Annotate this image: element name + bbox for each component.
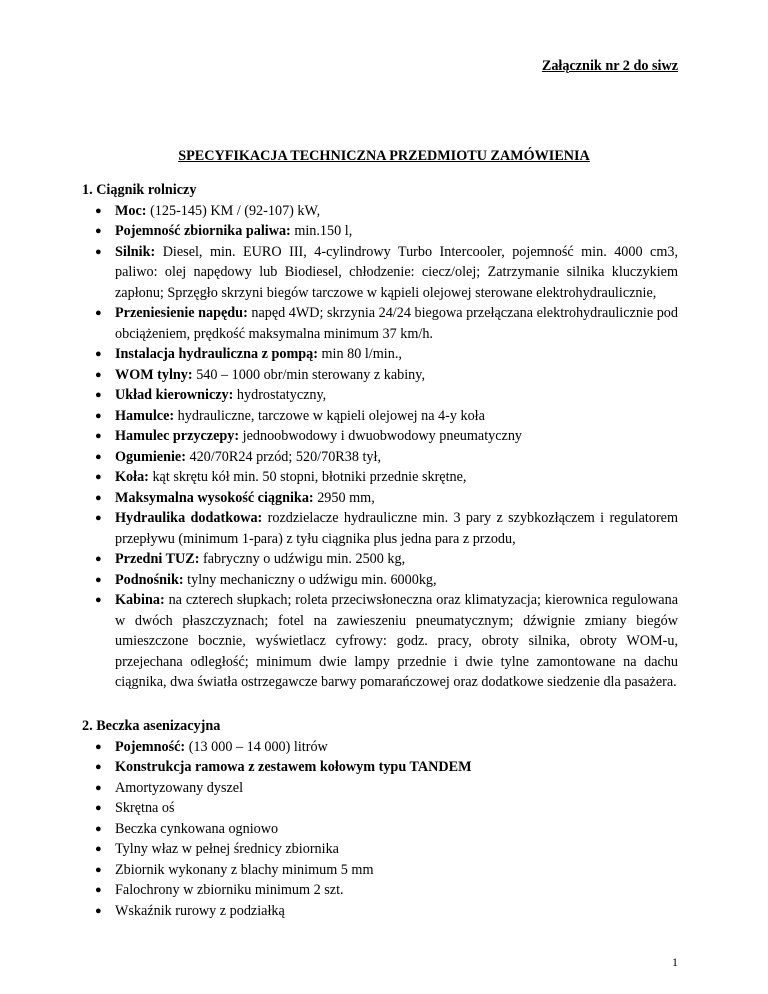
spec-label: Silnik: <box>115 243 156 260</box>
spec-text: Amortyzowany dyszel <box>115 779 244 796</box>
spec-item <box>82 365 678 386</box>
spec-item <box>82 737 678 758</box>
spec-text: 540 – 1000 obr/min sterowany z kabiny, <box>192 366 425 383</box>
spec-text: hydrostatyczny, <box>233 387 327 403</box>
spec-item <box>82 344 678 365</box>
spec-text: Wskaźnik rurowy z podziałką <box>115 902 285 919</box>
spec-text: 2950 mm, <box>313 489 375 506</box>
spec-list <box>82 737 678 922</box>
spec-item <box>82 426 678 447</box>
spec-label: Hamulec przyczepy: <box>115 428 240 444</box>
spec-label: Przedni TUZ: <box>115 551 200 567</box>
spec-text: (13 000 – 14 000) litrów <box>185 738 328 755</box>
spec-item <box>82 447 678 468</box>
spec-item <box>82 406 678 427</box>
bullet-icon: ● <box>95 802 102 814</box>
spec-item <box>82 570 678 591</box>
spec-label: Kabina: <box>115 592 165 608</box>
spec-label: Hydraulika dodatkowa: <box>115 510 263 526</box>
spec-label: Koła: <box>115 469 149 485</box>
bullet-icon: ● <box>95 594 102 606</box>
spec-text: kąt skrętu kół min. 50 stopni, błotniki przednie skrętne, <box>148 469 467 485</box>
spec-text: Beczka cynkowana ogniowo <box>115 820 279 837</box>
section-heading: 1. Ciągnik rolniczy <box>82 182 197 198</box>
spec-item <box>82 798 678 819</box>
spec-item <box>82 488 678 509</box>
spec-item <box>82 880 678 901</box>
bullet-icon: ● <box>95 430 102 442</box>
bullet-icon: ● <box>95 884 102 896</box>
spec-text: 420/70R24 przód; 520/70R38 tył, <box>185 448 382 465</box>
bullet-icon: ● <box>95 307 102 319</box>
bullet-icon: ● <box>95 204 102 217</box>
spec-text: Skrętna oś <box>115 800 175 816</box>
spec-item <box>82 467 678 488</box>
bullet-icon: ● <box>95 450 102 463</box>
spec-item <box>82 508 678 549</box>
bullet-icon: ● <box>95 409 102 422</box>
spec-text: tylny mechaniczny o udźwigu min. 6000kg, <box>183 571 437 588</box>
bullet-icon: ● <box>95 573 102 586</box>
spec-label: Maksymalna wysokość ciągnika: <box>115 489 314 506</box>
spec-item <box>82 201 678 222</box>
spec-text: napęd 4WD; skrzynia 24/24 biegowa przełączana elektrohydraulicznie pod obciążeniem, prędkość maksymalna minimum 37 km/h. <box>115 305 678 342</box>
spec-text: na czterech słupkach; roleta przeciwsłoneczna oraz klimatyzacja; kierownica regulowana w dwóch płaszczyznach; fotel na zawieszeniu pneumatycznym; dźwignie zmiany biegów umieszczone bocznie, wyświetlacz cyfrowy: godz. pracy, obroty silnika, obroty WOM-u, przejechana odległość; minimum dwie lampy przednie i dwie tylne zamontowane na dachu ciągnika, dwa światła ostrzegawcze barwy pomarańczowej oraz dodatkowe siedzenie dla pasażera. <box>115 592 678 690</box>
spec-text: min 80 l/min., <box>317 346 402 362</box>
spec-label: Pojemność: <box>115 738 186 755</box>
spec-label: Instalacja hydrauliczna z pompą: <box>115 346 318 362</box>
bullet-icon: ● <box>95 491 102 504</box>
spec-list <box>82 201 678 693</box>
section-tractor <box>82 180 678 693</box>
bullet-icon: ● <box>95 843 102 855</box>
spec-label: Przeniesienie napędu: <box>115 305 248 321</box>
spec-label: Układ kierowniczy: <box>115 387 234 403</box>
document-title: SPECYFIKACJA TECHNICZNA PRZEDMIOTU ZAMÓWIENIA <box>178 148 590 164</box>
spec-label: Podnośnik: <box>115 571 184 588</box>
bullet-icon: ● <box>95 781 102 794</box>
spec-item <box>82 303 678 344</box>
spec-item <box>82 839 678 860</box>
bullet-icon: ● <box>95 471 102 483</box>
spec-label: WOM tylny: <box>115 366 193 383</box>
spec-label: Hamulce: <box>115 407 175 424</box>
annex-label: Załącznik nr 2 do siwz <box>541 58 678 74</box>
bullet-icon: ● <box>95 904 102 917</box>
spec-item <box>82 549 678 570</box>
spec-label: Konstrukcja ramowa z zestawem kołowym typu TANDEM <box>115 759 472 775</box>
bullet-icon: ● <box>95 225 102 237</box>
spec-text: min.150 l, <box>290 223 353 239</box>
bullet-icon: ● <box>95 245 102 258</box>
spec-item <box>82 590 678 693</box>
spec-label: Moc: <box>115 202 147 219</box>
spec-item <box>82 901 678 922</box>
spec-item <box>82 778 678 799</box>
spec-text: fabryczny o udźwigu min. 2500 kg, <box>199 551 406 567</box>
spec-text: Tylny właz w pełnej średnicy zbiornika <box>115 841 339 857</box>
bullet-icon: ● <box>95 368 102 381</box>
bullet-icon: ● <box>95 389 102 401</box>
bullet-icon: ● <box>95 512 102 524</box>
spec-text: rozdzielacze hydrauliczne min. 3 pary z szybkozłączem i regulatorem przepływu (minimum 1-para) z tyłu ciągnika plus jedna para z przodu, <box>115 510 678 547</box>
bullet-icon: ● <box>95 348 102 360</box>
spec-label: Pojemność zbiornika paliwa: <box>115 223 291 239</box>
spec-item <box>82 385 678 406</box>
spec-item <box>82 819 678 840</box>
spec-text: hydrauliczne, tarczowe w kąpieli olejowej na 4-y koła <box>174 407 485 424</box>
spec-item <box>82 242 678 304</box>
spec-item <box>82 221 678 242</box>
bullet-icon: ● <box>95 822 102 835</box>
section-heading: 2. Beczka asenizacyjna <box>82 718 221 734</box>
page-number: 1 <box>672 955 678 969</box>
spec-text: (125-145) KM / (92-107) kW, <box>146 202 321 219</box>
spec-item <box>82 757 678 778</box>
spec-text: jednoobwodowy i dwuobwodowy pneumatyczny <box>239 428 523 444</box>
spec-text: Zbiornik wykonany z blachy minimum 5 mm <box>115 861 374 878</box>
bullet-icon: ● <box>95 740 102 753</box>
spec-text: Diesel, min. EURO III, 4-cylindrowy Turbo Intercooler, pojemność min. 4000 cm3, paliwo: olej napędowy lub Biodiesel, chłodzenie: ciecz/olej; Zatrzymanie silnika kluczykiem zapłonu; Sprzęgło skrzyni biegów tarczowe w kąpieli olejowej sterowane elektrohydraulicznie, <box>115 243 678 301</box>
bullet-icon: ● <box>95 863 102 876</box>
spec-item <box>82 860 678 881</box>
section-tank <box>82 716 678 921</box>
bullet-icon: ● <box>95 761 102 773</box>
bullet-icon: ● <box>95 553 102 565</box>
spec-label: Ogumienie: <box>115 448 186 465</box>
spec-text: Falochrony w zbiorniku minimum 2 szt. <box>115 882 344 898</box>
